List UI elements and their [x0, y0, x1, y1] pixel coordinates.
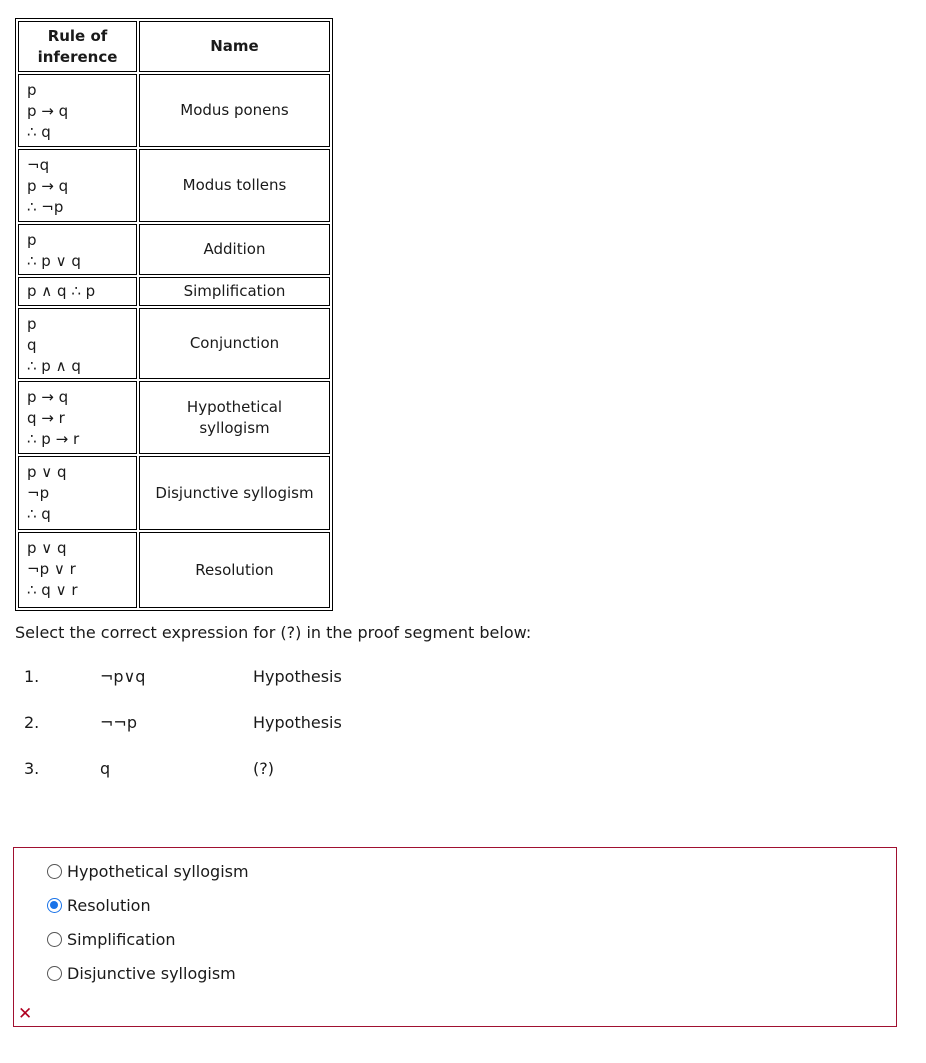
rule-line: p — [27, 231, 37, 249]
rule-cell — [18, 456, 137, 530]
rule-cell — [18, 74, 137, 147]
proof-expression: ¬p∨q — [100, 667, 146, 686]
rule-line: ∴ q — [27, 505, 51, 523]
table-row — [18, 74, 330, 147]
proof-reason: Hypothesis — [253, 713, 342, 732]
option-hypothetical-syllogism[interactable] — [47, 862, 249, 881]
rule-line: ∴ p ∧ q — [27, 357, 81, 375]
rule-cell — [18, 277, 137, 306]
rule-name-cell: Modus ponens — [139, 74, 330, 147]
rule-line: p — [27, 81, 37, 99]
option-label: Hypothetical syllogism — [67, 862, 249, 881]
table-row — [18, 532, 330, 608]
rule-line: p ∨ q — [27, 539, 67, 557]
proof-reason: Hypothesis — [253, 667, 342, 686]
radio-button[interactable] — [47, 932, 62, 947]
rule-line: ∴ q ∨ r — [27, 581, 78, 599]
answer-choices-box — [13, 847, 897, 1027]
table-row — [18, 381, 330, 454]
rule-line: p → q — [27, 102, 69, 120]
option-label: Disjunctive syllogism — [67, 964, 236, 983]
proof-expression: q — [100, 759, 111, 778]
header-name — [139, 21, 330, 72]
incorrect-x-icon: ✕ — [18, 1004, 33, 1024]
rule-cell — [18, 532, 137, 608]
question-prompt: Select the correct expression for (?) in the proof segment below: — [15, 623, 532, 642]
rule-line: ∴ p → r — [27, 430, 80, 448]
header-rule-label: Rule of inference — [37, 26, 118, 66]
table-row — [18, 277, 330, 306]
rule-line: q → r — [27, 409, 65, 427]
proof-step-number: 3. — [24, 759, 40, 778]
header-name-label: Name — [210, 37, 259, 55]
radio-button[interactable] — [47, 864, 62, 879]
rule-cell — [18, 381, 137, 454]
rule-line: ¬p — [27, 484, 50, 502]
rule-line: ∴ ¬p — [27, 198, 64, 216]
option-label: Simplification — [67, 930, 176, 949]
table-row — [18, 456, 330, 530]
option-resolution[interactable] — [47, 896, 151, 915]
rule-cell — [18, 224, 137, 275]
rule-line: p → q — [27, 388, 69, 406]
rule-name-cell: Simplification — [139, 277, 330, 306]
rule-line: p ∧ q ∴ p — [27, 282, 96, 300]
rule-line: p ∨ q — [27, 463, 67, 481]
rule-name-cell: Hypothetical syllogism — [139, 381, 330, 454]
rule-cell — [18, 308, 137, 379]
table-header-row — [18, 21, 330, 72]
rule-line: p — [27, 315, 37, 333]
rule-line: p → q — [27, 177, 69, 195]
proof-reason: (?) — [253, 759, 274, 778]
radio-button[interactable] — [47, 966, 62, 981]
proof-step-number: 2. — [24, 713, 40, 732]
rule-name-cell: Conjunction — [139, 308, 330, 379]
rule-name-cell: Modus tollens — [139, 149, 330, 222]
table-row — [18, 149, 330, 222]
rule-cell — [18, 149, 137, 222]
table-row — [18, 224, 330, 275]
rule-line: ∴ q — [27, 123, 51, 141]
rules-of-inference-table — [15, 18, 333, 611]
rule-name-cell: Disjunctive syllogism — [139, 456, 330, 530]
rule-line: ¬p ∨ r — [27, 560, 76, 578]
option-disjunctive-syllogism[interactable] — [47, 964, 236, 983]
option-simplification[interactable] — [47, 930, 176, 949]
proof-expression: ¬¬p — [100, 713, 137, 732]
rule-line: ∴ p ∨ q — [27, 252, 81, 270]
radio-button[interactable] — [47, 898, 62, 913]
table-row — [18, 308, 330, 379]
rule-name-cell: Resolution — [139, 532, 330, 608]
rule-name-cell: Addition — [139, 224, 330, 275]
proof-step-number: 1. — [24, 667, 40, 686]
option-label: Resolution — [67, 896, 151, 915]
rule-line: ¬q — [27, 156, 50, 174]
rule-line: q — [27, 336, 37, 354]
header-rule-of-inference — [18, 21, 137, 72]
